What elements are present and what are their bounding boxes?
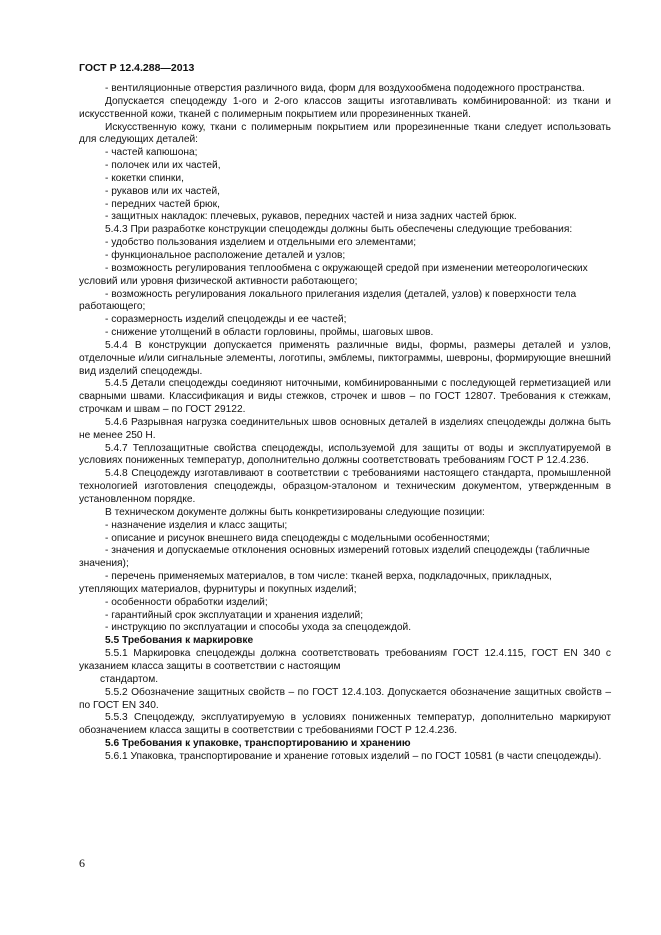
paragraph: 5.4.5 Детали спецодежды соединяют ниточными, комбинированными с последующей герметизацией или сварными швами. Классификация и виды стежков, строчек и швов – по ГОСТ 12807. Требования к стежкам, строчкам и швам – по ГОСТ 29122. xyxy=(79,378,611,416)
section-heading: 5.6 Требования к упаковке, транспортированию и хранению xyxy=(105,738,411,750)
paragraph: Допускается спецодежду 1-ого и 2-ого классов защиты изготавливать комбинированной: из ткани и искусственной кожи, тканей с полимерным покрытием или прорезиненных тканей. xyxy=(79,95,611,120)
list-item: - возможность регулирования теплообмена с окружающей средой при изменении метеорологических условий или уровня физической активности работающего; xyxy=(79,262,588,287)
list-item: - защитных накладок: плечевых, рукавов, передних частей и низа задних частей брюк. xyxy=(105,211,517,223)
list-item: - особенности обработки изделий; xyxy=(105,596,268,608)
paragraph: 5.4.4 В конструкции допускается применять различные виды, формы, размеры деталей и узлов, отделочные и/или сигнальные элементы, логотипы, эмблемы, пиктограммы, шевроны, формирующие внешний вид изделий спецодежды. xyxy=(79,339,611,377)
paragraph: В техническом документе должны быть конкретизированы следующие позиции: xyxy=(105,506,485,518)
list-item: - перечень применяемых материалов, в том числе: тканей верха, подкладочных, прикладных, утепляющих материалов, фурнитуры и покупных изделий; xyxy=(79,571,552,595)
list-item: - описание и рисунок внешнего вида спецодежды с модельными особенностями; xyxy=(105,532,490,544)
list-item: - частей капюшона; xyxy=(105,147,198,159)
paragraph: 5.4.6 Разрывная нагрузка соединительных швов основных деталей в изделиях спецодежды должна быть не менее 250 Н. xyxy=(79,416,611,441)
section-heading: 5.5 Требования к маркировке xyxy=(105,635,254,647)
list-item: - значения и допускаемые отклонения основных измерений готовых изделий спецодежды (табличные значения); xyxy=(79,545,590,570)
paragraph: 5.5.3 Спецодежду, эксплуатируемую в условиях пониженных температур, дополнительно маркируют обозначением класса защиты в соответствии с требованиями ГОСТ Р 12.4.236. xyxy=(79,712,611,737)
list-item: - назначение изделия и класс защиты; xyxy=(105,519,288,531)
paragraph: 5.6.1 Упаковка, транспортирование и хранение готовых изделий – по ГОСТ 10581 (в части спецодежды). xyxy=(105,750,602,762)
list-item: - гарантийный срок эксплуатации и хранения изделий; xyxy=(105,609,364,621)
document-body xyxy=(79,83,611,764)
paragraph: 5.5.1 Маркировка спецодежды должна соответствовать требованиям ГОСТ 12.4.115, ГОСТ EN 340 с указанием класса защиты в соответствии с настоящим xyxy=(79,648,611,672)
list-item: - функциональное расположение деталей и узлов; xyxy=(105,249,346,261)
list-item: - полочек или их частей, xyxy=(105,160,221,172)
paragraph: Искусственную кожу, ткани с полимерным покрытием или прорезиненные ткани следует использовать для следующих деталей: xyxy=(79,121,611,146)
list-item: - соразмерность изделий спецодежды и ее частей; xyxy=(105,314,347,326)
list-item: - снижение утолщений в области горловины, проймы, шаговых швов. xyxy=(105,327,434,339)
list-item: - передних частей брюк, xyxy=(105,198,220,210)
list-item: - кокетки спинки, xyxy=(105,172,184,184)
list-item: - удобство пользования изделием и отдельными его элементами; xyxy=(105,237,417,249)
paragraph: 5.4.7 Теплозащитные свойства спецодежды, используемой для защиты от воды и эксплуатируемой в условиях пониженных температур, дополнительно должны соответствовать требованиям ГОСТ Р 12.4.236. xyxy=(79,442,611,467)
list-item: - рукавов или их частей, xyxy=(105,185,220,197)
paragraph-continuation: стандартом. xyxy=(100,673,159,685)
paragraph: 5.4.3 При разработке конструкции спецодежды должны быть обеспечены следующие требования: xyxy=(105,224,573,236)
document-header-title: ГОСТ Р 12.4.288—2013 xyxy=(79,62,195,74)
paragraph: 5.5.2 Обозначение защитных свойств – по ГОСТ 12.4.103. Допускается обозначение защитных свойств – по ГОСТ EN 340. xyxy=(79,686,611,711)
page-number: 6 xyxy=(79,856,85,870)
list-item: - вентиляционные отверстия различного вида, форм для воздухообмена пододежного пространства. xyxy=(105,83,585,94)
list-item: - инструкцию по эксплуатации и способы ухода за спецодеждой. xyxy=(105,622,412,634)
paragraph: 5.4.8 Спецодежду изготавливают в соответствии с требованиями настоящего стандарта, промышленной технологией изготовления спецодежды, образцом-эталоном и техническим документом, утвержденным в установленном порядке. xyxy=(79,468,611,505)
list-item: - возможность регулирования локального прилегания изделия (деталей, узлов) к поверхности тела работающего; xyxy=(79,288,577,313)
